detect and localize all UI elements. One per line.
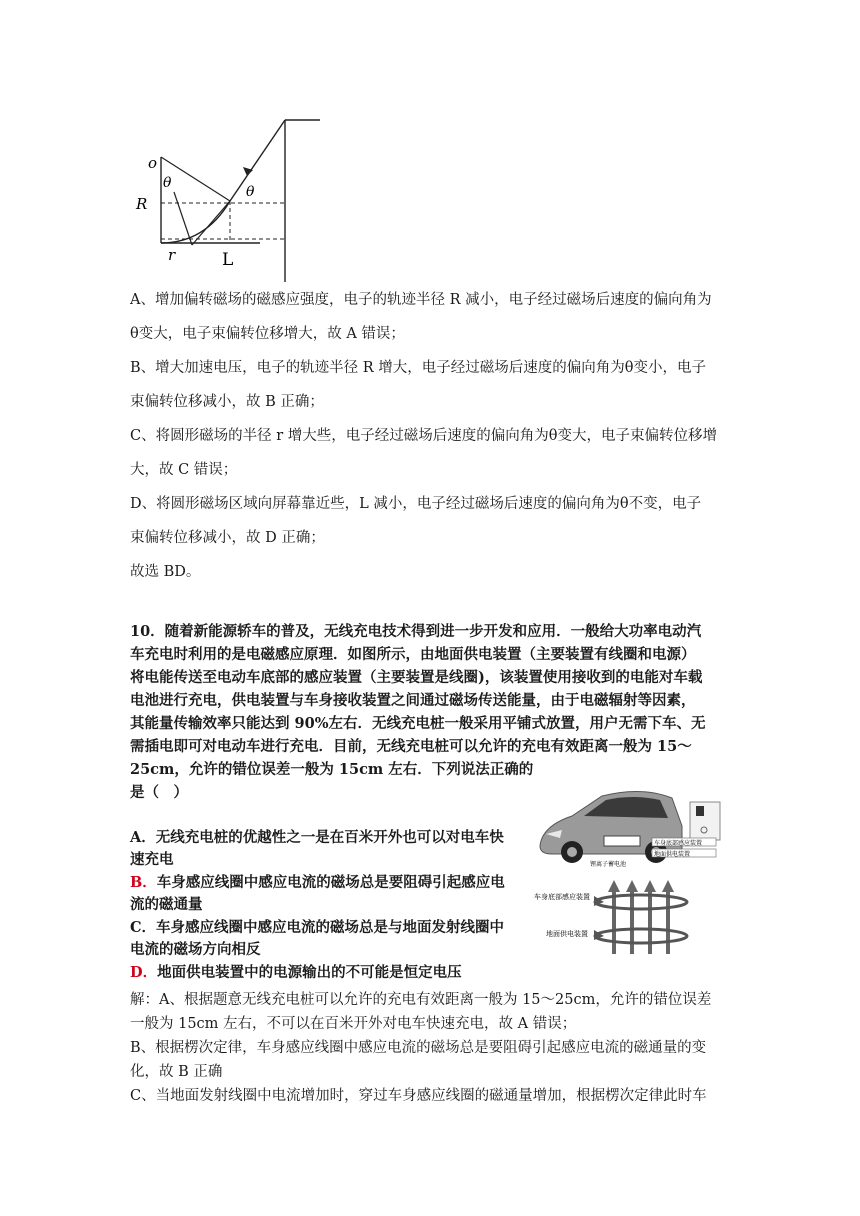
analysis-line-2: 一般为 15cm 左右，不可以在百米开外对电车快速充电，故 A 错误； xyxy=(130,1016,577,1032)
option-b-letter: B． xyxy=(130,874,157,891)
label-theta-right: θ xyxy=(246,184,255,200)
label-o: o xyxy=(148,154,158,172)
car-label-1: 车身底部感应装置 xyxy=(654,840,703,847)
car-label-3: 锂离子蓄电池 xyxy=(590,861,627,868)
solution-line-4: 束偏转位移减小，故 B 正确； xyxy=(130,394,324,410)
deflection-diagram xyxy=(130,112,330,287)
question-line-8: 是（ ） xyxy=(130,784,188,801)
option-d-text-1: 地面供电装置中的电源输出的不可能是恒定电压 xyxy=(157,964,462,981)
question-line-1: 10．随着新能源轿车的普及，无线充电技术得到进一步开发和应用．一般给大功率电动汽 xyxy=(130,623,702,640)
question-line-4: 电池进行充电，供电装置与车身接收装置之间通过磁场传送能量，由于电磁辐射等因素， xyxy=(130,692,696,709)
question-line-2: 车充电时利用的是电磁感应原理．如图所示，由地面供电装置（主要装置有线圈和电源） xyxy=(130,646,696,663)
option-a-text-2: 速充电 xyxy=(130,851,174,868)
wireless-charging-figure xyxy=(532,786,728,958)
option-d-letter: D． xyxy=(130,964,158,981)
option-b-text-1: 车身感应线圈中感应电流的磁场总是要阻碍引起感应电 xyxy=(156,874,505,891)
option-d-line-1 xyxy=(130,964,462,982)
analysis-line-1: 解：A、根据题意无线充电桩可以允许的充电有效距离一般为 15～25cm，允许的错位误差 xyxy=(130,992,712,1008)
label-R: R xyxy=(136,195,148,213)
label-L: L xyxy=(222,250,234,270)
solution-line-8: 束偏转位移减小，故 D 正确； xyxy=(130,530,325,546)
label-theta-left: θ xyxy=(163,175,172,191)
option-a-line-1 xyxy=(130,829,504,847)
option-c-text-1: 车身感应线圈中感应电流的磁场总是与地面发射线圈中 xyxy=(156,919,505,936)
solution-line-3: B、增大加速电压，电子的轨迹半径 R 增大，电子经过磁场后速度的偏向角为θ变小，电子 xyxy=(130,360,707,376)
option-a-text-1: 无线充电桩的优越性之一是在百米开外也可以对电车快 xyxy=(155,829,504,846)
analysis-line-4: 化，故 B 正确 xyxy=(130,1064,223,1080)
option-c-letter: C． xyxy=(130,919,157,936)
question-line-6: 需插电即可对电动车进行充电．目前，无线充电桩可以允许的充电有效距离一般为 15～ xyxy=(130,738,692,755)
coil-label-2: 地面供电装置 xyxy=(546,930,588,938)
option-c-line-1 xyxy=(130,919,504,937)
analysis-line-5: C、当地面发射线圈中电流增加时，穿过车身感应线圈的磁通量增加，根据楞次定律此时车 xyxy=(130,1088,707,1104)
option-c-text-2: 电流的磁场方向相反 xyxy=(130,941,261,958)
solution-line-9: 故选 BD。 xyxy=(130,564,201,580)
question-line-7: 25cm，允许的错位误差一般为 15cm 左右．下列说法正确的 xyxy=(130,761,534,778)
solution-line-7: D、将圆形磁场区域向屏幕靠近些，L 减小，电子经过磁场后速度的偏向角为θ不变，电子 xyxy=(130,496,702,512)
solution-line-2: θ变大，电子束偏转位移增大，故 A 错误； xyxy=(130,326,405,342)
question-line-5: 其能量传输效率只能达到 90%左右．无线充电桩一般采用平铺式放置，用户无需下车、无 xyxy=(130,715,706,732)
question-line-3: 将电能传送至电动车底部的感应装置（主要装置是线圈)，该装置使用接收到的电能对车载 xyxy=(130,669,703,686)
option-b-text-2: 流的磁通量 xyxy=(130,896,203,913)
label-r: r xyxy=(168,246,176,264)
car-label-2: 地面供电装置 xyxy=(654,851,691,858)
option-a-letter: A． xyxy=(130,829,156,846)
solution-line-5: C、将圆形磁场的半径 r 增大些，电子经过磁场后速度的偏向角为θ变大，电子束偏转位移增 xyxy=(130,428,717,444)
option-b-line-1 xyxy=(130,874,505,892)
coil-label-1: 车身底部感应装置 xyxy=(534,893,590,901)
solution-line-6: 大，故 C 错误； xyxy=(130,462,238,478)
analysis-line-3: B、根据楞次定律，车身感应线圈中感应电流的磁场总是要阻碍引起感应电流的磁通量的变 xyxy=(130,1040,707,1056)
solution-line-1: A、增加偏转磁场的磁感应强度，电子的轨迹半径 R 减小，电子经过磁场后速度的偏向角为 xyxy=(130,292,712,308)
